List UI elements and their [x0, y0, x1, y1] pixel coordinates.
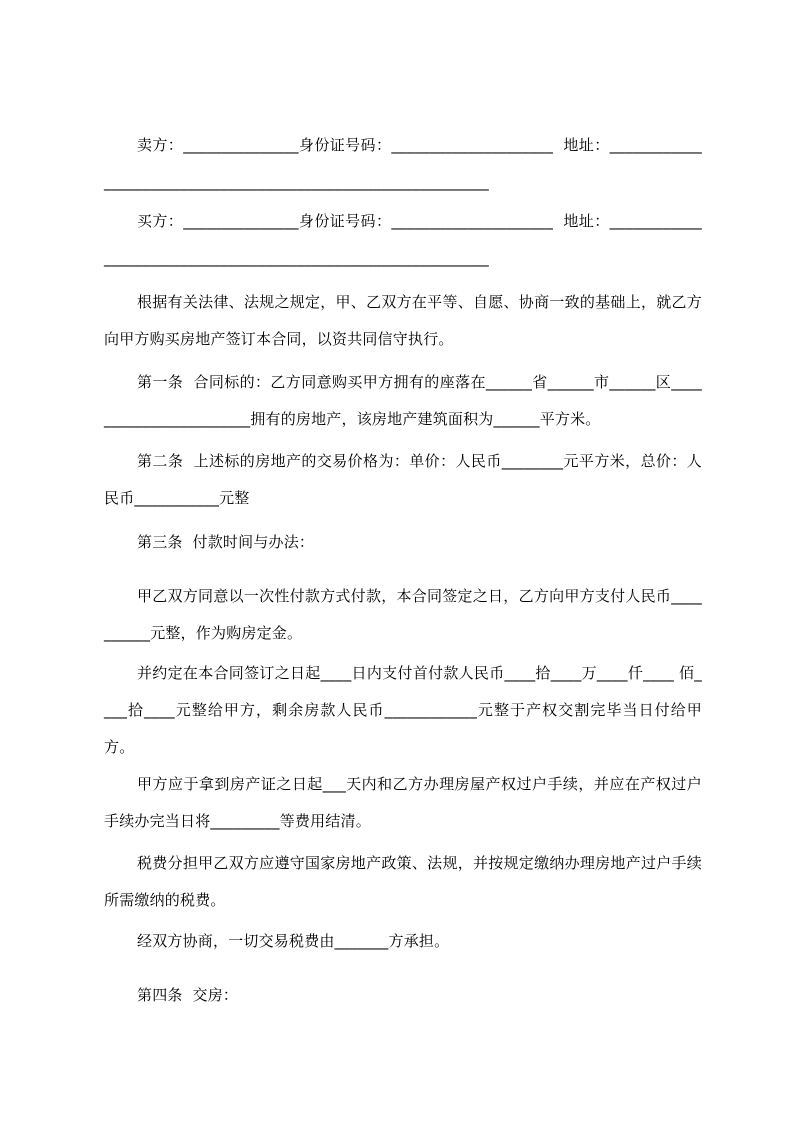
article-three-text: 第三条 付款时间与办法： [137, 533, 315, 551]
article-two-paragraph [104, 443, 702, 517]
deposit-text: 甲乙双方同意以一次性付款方式付款，本合同签定之日，乙方向甲方支付人民币__________元整，作为购房定金。 [104, 587, 702, 642]
payment-schedule-paragraph [104, 655, 702, 766]
title-transfer-paragraph [104, 766, 702, 840]
seller-info-text: 卖方：_______________身份证号码：_____________________ 地址：______________________________________________________________ [104, 136, 702, 191]
article-one-text: 第一条 合同标的：乙方同意购买甲方拥有的座落在______省______市______区_______________________拥有的房地产，该房地产建筑面积为______平方米。 [104, 373, 702, 428]
tax-policy-paragraph [104, 845, 702, 919]
title-transfer-text: 甲方应于拿到房产证之日起___天内和乙方办理房屋产权过户手续，并应在产权过户手续办完当日将_________等费用结清。 [104, 775, 702, 830]
article-one-paragraph [104, 364, 702, 438]
deposit-paragraph [104, 578, 702, 652]
tax-policy-text: 税费分担甲乙双方应遵守国家房地产政策、法规，并按规定缴纳办理房地产过户手续所需缴纳的税费。 [104, 854, 702, 909]
preamble-paragraph [104, 284, 702, 358]
article-three-heading [104, 524, 702, 561]
article-two-text: 第二条 上述标的房地产的交易价格为：单价：人民币________元平方米，总价：人民币___________元整 [104, 452, 702, 507]
article-four-heading [104, 977, 702, 1014]
tax-burden-paragraph [104, 923, 702, 960]
preamble-text: 根据有关法律、法规之规定，甲、乙双方在平等、自愿、协商一致的基础上，就乙方向甲方购买房地产签订本合同，以资共同信守执行。 [104, 293, 702, 348]
buyer-info-text: 买方：_______________身份证号码：_____________________ 地址：______________________________________________________________ [104, 212, 702, 267]
article-four-text: 第四条 交房： [137, 986, 239, 1004]
buyer-info-line [104, 203, 702, 277]
payment-schedule-text: 并约定在本合同签订之日起____日内支付首付款人民币____拾____万____仟____ 佰____拾____元整给甲方，剩余房款人民币____________元整于产权交割完毕当日付给甲方。 [104, 664, 702, 756]
tax-burden-text: 经双方协商，一切交易税费由_______方承担。 [137, 932, 450, 950]
seller-info-line [104, 127, 702, 201]
